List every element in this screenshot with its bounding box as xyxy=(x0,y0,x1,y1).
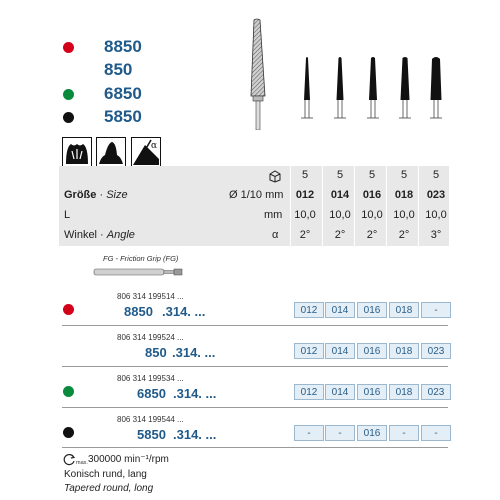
order-ref-6850: 806 314 199534 ... xyxy=(117,374,184,383)
angle-4: 2° xyxy=(398,229,410,241)
size-016: 016 xyxy=(362,189,382,201)
row-divider xyxy=(62,407,448,408)
crown-preparation-icon xyxy=(62,137,92,167)
length-2: 10,0 xyxy=(329,209,351,221)
angle-3: 2° xyxy=(366,229,378,241)
tooth-shoulder-icon xyxy=(96,137,126,167)
col-sep xyxy=(418,166,419,246)
green-dot xyxy=(63,386,74,397)
angle-bevel-icon xyxy=(131,137,161,167)
description-de: Konisch rund, lang xyxy=(64,469,147,480)
order-ref-8850: 806 314 199514 ... xyxy=(117,292,184,301)
black-dot xyxy=(63,112,74,123)
size-cell[interactable]: 016 xyxy=(357,302,387,318)
angle-row-label: Winkel · Angle xyxy=(64,229,135,241)
bur-large-illustration xyxy=(243,18,273,130)
size-cell[interactable]: 018 xyxy=(389,302,419,318)
order-prefix-850: 850 xyxy=(145,345,167,360)
order-prefix-6850: 6850 xyxy=(137,386,166,401)
size-cell[interactable]: 014 xyxy=(325,343,355,359)
size-014: 014 xyxy=(330,189,350,201)
svg-text:α: α xyxy=(151,141,158,151)
size-cell[interactable]: - xyxy=(294,425,324,441)
col-sep xyxy=(322,166,323,246)
size-cell[interactable]: - xyxy=(325,425,355,441)
length-5: 10,0 xyxy=(425,209,447,221)
size-row-label: Größe · Size xyxy=(64,189,128,201)
order-suffix-850: .314. ... xyxy=(172,345,216,360)
pack-qty-5: 5 xyxy=(432,169,440,181)
order-ref-850: 806 314 199524 ... xyxy=(117,333,184,342)
speed-sub-label: max. xyxy=(76,460,88,466)
angle-2: 2° xyxy=(334,229,346,241)
angle-5: 3° xyxy=(430,229,442,241)
size-cell[interactable]: - xyxy=(389,425,419,441)
length-row-label: L xyxy=(64,209,71,221)
order-suffix-8850: .314. ... xyxy=(162,304,206,319)
black-dot xyxy=(63,427,74,438)
pack-qty-3: 5 xyxy=(368,169,376,181)
description-en: Tapered round, long xyxy=(64,483,154,494)
angle-1: 2° xyxy=(299,229,311,241)
length-row-unit: mm xyxy=(264,209,283,221)
size-cell[interactable]: 014 xyxy=(325,384,355,400)
size-cell[interactable]: 012 xyxy=(294,343,324,359)
order-suffix-5850: .314. ... xyxy=(173,427,217,442)
length-3: 10,0 xyxy=(361,209,383,221)
rotation-speed-icon xyxy=(63,453,76,466)
order-suffix-6850: .314. ... xyxy=(173,386,217,401)
size-cell[interactable]: 014 xyxy=(325,302,355,318)
figure-number-850: 850 xyxy=(104,60,133,79)
size-cell[interactable]: 016 xyxy=(357,343,387,359)
length-4: 10,0 xyxy=(393,209,415,221)
max-speed-text: 300000 min⁻¹/rpm xyxy=(88,454,169,465)
size-cell[interactable]: 012 xyxy=(294,302,324,318)
row-divider xyxy=(62,447,448,448)
red-dot xyxy=(63,42,74,53)
row-divider xyxy=(62,325,448,326)
bur-size-012-icon xyxy=(300,56,314,128)
green-dot xyxy=(63,89,74,100)
order-ref-5850: 806 314 199544 ... xyxy=(117,415,184,424)
pack-qty-1: 5 xyxy=(301,169,309,181)
bur-size-016-icon xyxy=(366,56,380,128)
size-row-unit: Ø 1/10 mm xyxy=(229,189,284,201)
col-sep xyxy=(290,166,291,246)
shank-label: FG - Friction Grip (FG) xyxy=(103,254,179,263)
length-1: 10,0 xyxy=(294,209,316,221)
figure-number-5850: 5850 xyxy=(104,107,142,126)
bur-size-018-icon xyxy=(398,56,412,128)
size-cell[interactable]: 012 xyxy=(294,384,324,400)
size-cell[interactable]: 018 xyxy=(389,384,419,400)
col-sep xyxy=(354,166,355,246)
size-023: 023 xyxy=(426,189,446,201)
red-dot xyxy=(63,304,74,315)
figure-number-6850: 6850 xyxy=(104,84,142,103)
size-cell[interactable]: - xyxy=(421,302,451,318)
size-012: 012 xyxy=(295,189,315,201)
pack-qty-2: 5 xyxy=(336,169,344,181)
size-cell[interactable]: 023 xyxy=(421,384,451,400)
bur-size-023-icon xyxy=(428,56,444,128)
size-018: 018 xyxy=(394,189,414,201)
order-prefix-8850: 8850 xyxy=(124,304,153,319)
size-cell[interactable]: 018 xyxy=(389,343,419,359)
angle-row-unit: α xyxy=(272,229,279,241)
size-cell[interactable]: 016 xyxy=(357,384,387,400)
size-cell[interactable]: - xyxy=(421,425,451,441)
bur-size-014-icon xyxy=(333,56,347,128)
size-cell[interactable]: 016 xyxy=(357,425,387,441)
order-prefix-5850: 5850 xyxy=(137,427,166,442)
shank-fg-illustration xyxy=(92,264,192,280)
col-sep xyxy=(386,166,387,246)
row-divider xyxy=(62,366,448,367)
figure-number-8850: 8850 xyxy=(104,37,142,56)
package-icon xyxy=(268,169,282,183)
pack-qty-4: 5 xyxy=(400,169,408,181)
size-cell[interactable]: 023 xyxy=(421,343,451,359)
